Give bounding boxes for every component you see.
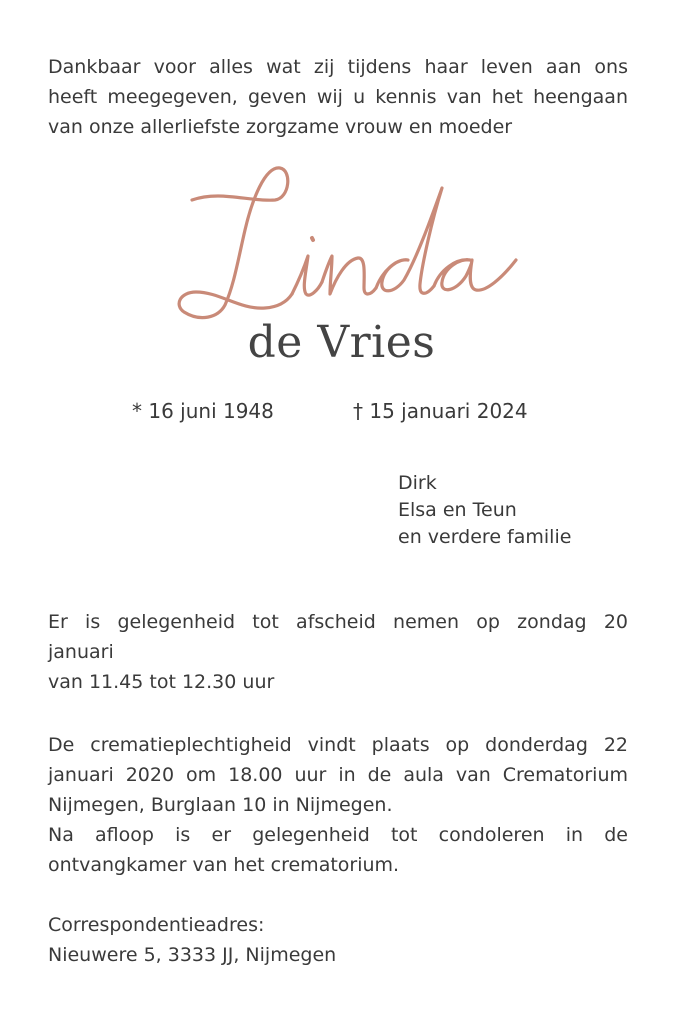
ceremony-line-3: Nijmegen, Burglaan 10 in Nijmegen. — [48, 794, 393, 816]
farewell-line-3: van 11.45 tot 12.30 uur — [48, 671, 275, 693]
ceremony-paragraph — [48, 730, 628, 880]
correspondence-label: Correspondentieadres: — [48, 914, 265, 936]
farewell-line-2: januari — [48, 641, 114, 663]
ceremony-line-2: januari 2020 om 18.00 uur in de aula van Crematorium — [48, 764, 628, 786]
farewell-line-1: Er is gelegenheid tot afscheid nemen op zondag 20 — [48, 611, 628, 633]
correspondence-block — [48, 910, 628, 970]
family-line-2: Elsa en Teun — [398, 499, 517, 521]
ceremony-line-5: ontvangkamer van het crematorium. — [48, 854, 400, 876]
intro-paragraph — [48, 52, 628, 142]
birth-date: * 16 juni 1948 — [132, 399, 274, 423]
correspondence-address: Nieuwere 5, 3333 JJ, Nijmegen — [48, 944, 337, 966]
intro-line-3: van onze allerliefste zorgzame vrouw en moeder — [48, 116, 513, 138]
family-line-3: en verdere familie — [398, 526, 572, 548]
first-name-script — [170, 160, 530, 335]
death-date: † 15 januari 2024 — [353, 399, 528, 423]
intro-line-1: Dankbaar voor alles wat zij tijdens haar leven aan ons — [48, 56, 628, 78]
ceremony-line-1: De crematieplechtigheid vindt plaats op donderdag 22 — [48, 734, 628, 756]
family-signatories — [398, 470, 571, 551]
farewell-paragraph — [48, 607, 628, 697]
surname: de Vries — [247, 317, 436, 368]
ceremony-line-4: Na afloop is er gelegenheid tot condoleren in de — [48, 824, 628, 846]
family-line-1: Dirk — [398, 472, 437, 494]
intro-line-2: heeft meegegeven, geven wij u kennis van het heengaan — [48, 86, 628, 108]
